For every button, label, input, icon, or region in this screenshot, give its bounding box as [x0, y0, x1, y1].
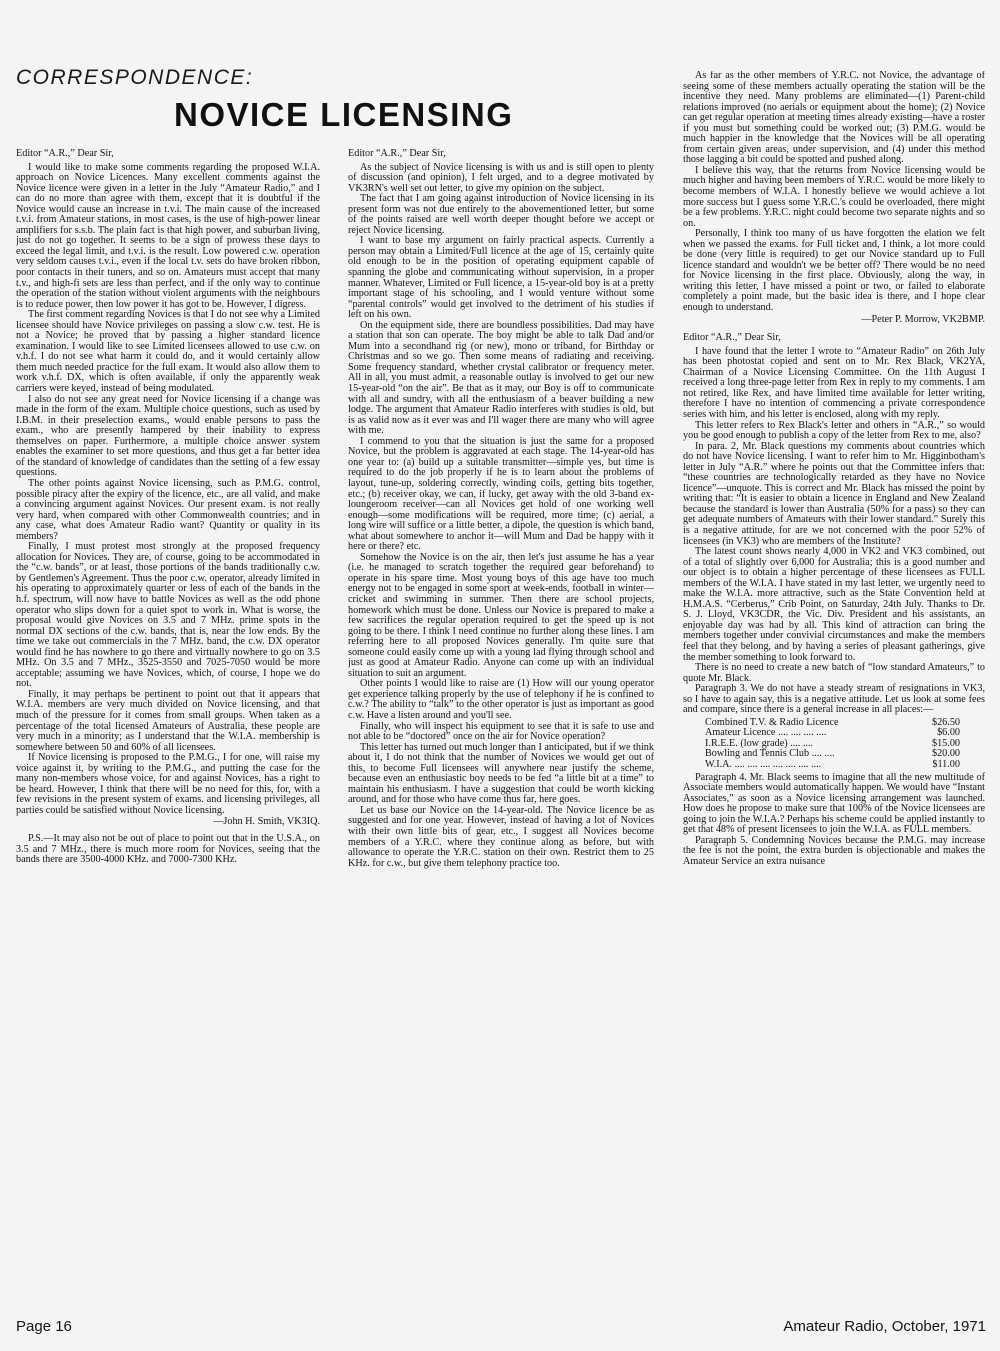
- fee-amount: $15.00: [931, 737, 960, 749]
- article-title: NOVICE LICENSING: [174, 96, 514, 133]
- paragraph: The first comment regarding Novices is that I do not see why a Limited licensee should have Novice privileges on passing a slow c.w. test. He is not a Novice; he proved that by passing a higher standard licence examination. I would like to see Limited licensees allowed to use c.w. on v.h.f. I do not see what harm it could do, and it would certainly allow them much needed practice for the full exam. It would also allow them to work v.h.f. DX, which is often available, if only the apparently weak carriers were keyed, instead of being modulated.: [16, 309, 320, 395]
- section-heading: CORRESPONDENCE:: [16, 66, 254, 89]
- page-number: Page 16: [16, 1318, 72, 1335]
- fee-label: I.R.E.E. (low grade) .... ....: [705, 737, 814, 749]
- paragraph: If Novice licensing is proposed to the P.M.G., I for one, will raise my voice against it, by writing to the P.M.G., and putting the case for the many non-members whose voice, for and against Novices, has a right to be heard. However, I think that there will be no need for this, for, with a few revisions in the present system of exams. and licensing privileges, all parties could be satisfied without Novice licensing.: [16, 752, 320, 816]
- letter1-postscript: P.S.—It may also not be out of place to point out that in the U.S.A., on 3.5 and 7 MHz., there is much more room for Novices, seeing that the bands there are 3500-4000 KHz. and 7000-7300 KHz.: [16, 833, 320, 866]
- paragraph: In para. 2, Mr. Black questions my comments about countries which do not have Novice licensing. I want to refer him to Mr. Higginbotham's letter in July “A.R.” where he points out that the Committee infers that: “these countries are technologically retarded as they have no Novice licence”—unquote. This is correct and Mr. Black has missed the point by writing that: “It is easier to obtain a licence in England and New Zealand because the standard is lower than Australia (50% for a pass) so they can get adequate numbers of Amateurs with their lower standard.” Surely this is a negative attitude, for are we not concerned with the poor 52% of licensees (in VK3) who are members of the Institute?: [683, 440, 985, 547]
- fee-amount: $26.50: [931, 716, 960, 728]
- paragraph: Finally, it may perhaps be pertinent to point out that it appears that W.I.A. members are very much divided on Novice licensing, and that much of the pressure for it comes from small groups. When taken as a percentage of the total licensed Amateurs of Australia, these people are very much in a minority; as I understand that the W.I.A. membership is somewhere between 50 and 60% of all licensees.: [16, 688, 320, 753]
- fee-amount: $6.00: [937, 727, 960, 739]
- fee-label: Bowling and Tennis Club .... ....: [705, 748, 835, 760]
- letter2-body-part2: [683, 71, 985, 314]
- paragraph: As the subject of Novice licensing is with us and is still open to plenty of discussion (and opinion), I felt urged, and to a degree motivated by VK3RN's well set out letter, to give my opinion on the subject.: [348, 161, 654, 194]
- fee-amount: $20.00: [931, 748, 960, 760]
- letter3-body-continued: [683, 773, 985, 868]
- paragraph: Other points I would like to raise are (1) How will our young operator get experience talking properly by the use of telephony if he is confined to c.w.? The ability to “talk” to the other operator is just as important as good c.w. Have a listen around and you'll see.: [348, 678, 654, 721]
- letter2-salutation: Editor “A.R.,” Dear Sir,: [348, 149, 446, 159]
- paragraph: Finally, I must protest most strongly at the proposed frequency allocation for Novices. They are, of course, going to be accommodated in the “c.w. bands”, or at least, those portions of the bands traditionally c.w. by Gentlemen's Agreement. Thus the poor c.w. operator, already limited in his operating to approximately quarter or less of each of the bands in the h.f. spectrum, will now have to battle Novices as well as the odd phone operator who slips down for a quiet spot to work in. What is worse, the proposal would give Novices on 3.5 and 7 MHz. prime spots in the normal DX sections of the c.w. bands, that is, near the low ends. By the time we take out commercials in the 7 MHz. band, the c.w. DX operator would find he has nowhere to go there and virtually nowhere to go on 3.5 MHz. On 3.5 and 7 MHz., 3525-3550 and 7025-7050 would be more acceptable; assuming we have Novices, which, of course, I hope we do not.: [16, 541, 320, 690]
- paragraph: I also do not see any great need for Novice licensing if a change was made in the form of the exam. Multiple choice questions, such as used by I.B.M. in their preselection exams., would enable persons to pass the exam., who are presently hampered by their inability to express themselves on paper. Furthermore, a multiple choice answer system enables the examiner to set more questions, and thus get a far better idea of the standard of knowledge of candidates than the setting of a few essay questions.: [16, 393, 320, 479]
- paragraph: The other points against Novice licensing, such as P.M.G. control, possible piracy after the expiry of the licence, etc., are all valid, and make a convincing argument against Novices. Our present exam. is not really very hard, when compared with other Commonwealth countries; and in any case, what does Amateur Radio want? Quantity or quality in its members?: [16, 477, 320, 542]
- paragraph: The fact that I am going against introduction of Novice licensing in its present form was not due entirely to the abovementioned letter, but some of the points raised are well worth deeper thought before we accept or reject Novice licensing.: [348, 193, 654, 236]
- paragraph: I would like to make some comments regarding the proposed W.I.A. approach on Novice Licences. Many excellent comments against the Novice licence were given in a letter in the July “Amateur Radio,” and I can do no more than agree with them, except that it is doubtful if the Novice would cause an increase in t.v.i. The main cause of the increased t.v.i. from Amateur stations, in most cases, is the use of high-power linear amplifiers for s.s.b. The plain fact is that high power, and suburban living, just do not go together. It seems to be a sign of prowess these days to exceed the legal limit, and t.v.i. is the result. Low powered c.w. operation very seldom causes t.v.i., even if the local t.v. sets do have broken ribbon, poor contacts in their tuners, and so on. Amateurs must accept that many t.v., and high-fi sets are less than perfect, and if the only way to continue the operation of the station without violent arguments with the neighbours is to reduce power, then low power it has got to be. However, I digress.: [16, 161, 320, 310]
- paragraph: Paragraph 5. Condemning Novices because the P.M.G. may increase the fee is not the point, the extra burden is objectionable and makes the Amateur Service an extra nuisance: [683, 834, 985, 867]
- paragraph: As far as the other members of Y.R.C. not Novice, the advantage of seeing some of these members actually operating the station will be the incentive they need. Many problems are eliminated—(1) Parent-child relations improved (no aerials or equipment about the home); (2) Novice can get regular operation at meeting times already existing—have a roster if you must but something could be worked out; (3) P.M.G. would be much happier in the knowledge that the Novices will be all operating from certain given areas, under supervision, and (4) under this method those lagging a bit could be spotted and pushed along.: [683, 71, 985, 166]
- paragraph: Let us base our Novice on the 14-year-old. The Novice licence be as suggested and for one year. However, instead of having a lot of Novices with their own little bits of gear, etc., I suggest all Novices become members of a Y.R.C. where they continue along as before, but with allowance to operate the Y.R.C. station on their own. Restrict them to 25 KHz. for c.w., but give them telephony practice too.: [348, 804, 654, 869]
- paragraph: On the equipment side, there are boundless possibilities. Dad may have a station that son can operate. The boy might be able to talk Dad and/or Mum into a secondhand rig (or new), mono or triband, for Birthday or Christmas and so we go. Then some means of radiating and receiving. Some frequency standard, whether crystal calibrator or frequency meter. All in all, you must admit, a reasonable outlay is involved to get our new 15-year-old “on the air”. Be that as it may, our Boy is off to communicate with all and sundry, with all the enthusiasm of a beaver building a new lodge. The argument that Amateur Radio interferes with studies is old, but is as valid now as it ever was and I'll wager there are many who will agree with me.: [348, 319, 654, 437]
- paragraph: Paragraph 3. We do not have a steady stream of resignations in VK3, so I have to again say, this is a negative attitude. Let us look at some fees and compare, since there is a general increase in all places:—: [683, 683, 985, 716]
- paragraph: Somehow the Novice is on the air, then let's just assume he has a year (i.e. he managed to scratch together the required gear beforehand) to operate in his spare time. Most young boys of this age have too much energy not to be engaged in some sport at week-ends, football in winter—cricket and swimming in summer. Then there are school projects, homework which must be done. Unless our Novice is prepared to make a few sacrifices the regular operation required to get the speed up is not going to be there. I think I need continue no further along these lines. I am referring here to all proposed Novices generally. I'm quite sure that someone could easily come up with a young lad flying through school and just as good at Amateur Radio. Anyone can come up with an individual situation to suit an argument.: [348, 551, 654, 679]
- fee-label: Combined T.V. & Radio Licence: [705, 716, 839, 728]
- paragraph: This letter refers to Rex Black's letter and others in “A.R.,” so would you be good enough to publish a copy of the letter from Rex to me, also?: [683, 419, 985, 442]
- fee-amount: $11.00: [932, 759, 960, 770]
- letter2-body-part1: [348, 163, 654, 870]
- letter3-salutation: Editor “A.R.,” Dear Sir,: [683, 332, 781, 344]
- paragraph: There is no need to create a new batch of “low standard Amateurs,” to quote Mr. Black.: [683, 662, 985, 684]
- paragraph: Finally, who will inspect his equipment to see that it is safe to use and not able to be “doctored” once on the air for Novice operation?: [348, 720, 654, 743]
- fee-label: Amateur Licence .... .... .... ....: [705, 727, 827, 739]
- paragraph: I believe this way, that the returns from Novice licensing would be much higher and having been members of Y.R.C. would be more likely to become members of W.I.A. I honestly believe we would achieve a lot more success but I guess some Y.R.C.'s could be overloaded, there might be a few problems. Y.R.C. night could become two separate nights and so on.: [683, 164, 985, 229]
- letter1-salutation: Editor “A.R.,” Dear Sir,: [16, 149, 114, 159]
- fees-table: [705, 718, 960, 771]
- column-3: [683, 71, 985, 1304]
- letter3-body: [683, 347, 985, 716]
- column-2: [348, 149, 654, 1304]
- paragraph: This letter has turned out much longer than I anticipated, but if we think about it, I do not think that the number of Novices we would get out of this, to become Full licensees will anywhere near justify the scheme, because even an enthusiastic boy needs to be fed “a little bit at a time” to maintain his enthusiasm. I have a suggestion that could be worth kicking around, and for those who have come thus far, here goes.: [348, 741, 654, 806]
- paragraph: I have found that the letter I wrote to “Amateur Radio” on 26th July has been photostat copied and sent on to Mr. Rex Black, VK2YA, Chairman of a Novice Licensing Committee. On the 11th August I received a long three-page letter from Rex in reply to my comments. I am not retired, like Rex, and have limited time available for letter writing, therefore I have no intention of commencing a private correspondence series with him, and his letter is enclosed, along with my reply.: [683, 345, 985, 420]
- publication-info: Amateur Radio, October, 1971: [783, 1318, 986, 1335]
- column-1: [16, 149, 320, 1304]
- paragraph: Personally, I think too many of us have forgotten the elation we felt when we passed the exams. for Full ticket and, I think, a lot more could be done (very little is required) to get our Novice standard up to Full licence standard and wouldn't we be better off? There would be no need for Novice licensing in the first place. Obviously, along the way, in writing this letter, I have missed a point or two, or failed to elaborate completely a point made, but the basic idea is there, and I hope clear enough to understand.: [683, 228, 985, 314]
- paragraph: The latest count shows nearly 4,000 in VK2 and VK3 combined, out of a total of slightly over 6,000 for Australia; this is a good number and our object is to obtain a higher percentage of these licensees as FULL members of the W.I.A. I have stated in my last letter, we urgently need to make the W.I.A. more attractive, such as the State Convention held at H.M.A.S. “Cerberus,” Crib Point, on Saturday, 24th July. Thanks to Dr. S. J. Lloyd, VK3CDR, the Vic. Div. President and his assistants, an enjoyable day was had by all. This kind of attraction can bring the members together under convivial circumstances and make the members feel that they belong, and by having a series of pleasant gatherings, give the member something to look forward to.: [683, 546, 985, 663]
- paragraph: I want to base my argument on fairly practical aspects. Currently a person may obtain a Limited/Full licence at the age of 15, certainly quite old enough to be in the position of operating equipment capable of spanning the globe and communicating without supervision, in a proper manner. Whatever, Limited or Full licence, a 15-year-old boy is at a pretty important stage of his schooling, and I would venture without some “parental controls” would get involved to the detriment of his studies if left on his own.: [348, 235, 654, 321]
- paragraph: Paragraph 4. Mr. Black seems to imagine that all the new multitude of Associate members would automatically happen. We would have “Instant Associates,” as soon as a Novice licensing arrangement was launched. How does he propose to make sure that 100% of the Novice licensees are going to join the W.I.A.? Perhaps his scheme could be applied instantly to get that 48% of present licensees to join the W.I.A. as FULL members.: [683, 771, 985, 836]
- fee-label: W.I.A. .... .... .... .... .... .... ....: [705, 759, 822, 770]
- letter1-signature: —John H. Smith, VK3IQ.: [213, 816, 320, 828]
- paragraph: I commend to you that the situation is just the same for a proposed Novice, but the problem is aggravated at each stage. The 14-year-old has one year to: (a) build up a suitable transmitter—simple yes, but time is required to do the job properly if he is to learn about the problems of layout, tune-up, soldering correctly, winding coils, getting bits together, etc.; (b) receiver okay, we can, if lucky, get away with the old 3-band ex-loungeroom receiver—can all Novices get hold of one working well enough—some modifications will be required, more time; (c) aerial, a long wire will suffice or a little better, a dipole, the question is which band, what about somewhere to anchor it—will Mum and Dad be happy with it here or there? etc.: [348, 435, 654, 553]
- letter2-signature: —Peter P. Morrow, VK2BMP.: [861, 313, 985, 325]
- fee-row: [705, 760, 960, 771]
- letter1-body: [16, 163, 320, 817]
